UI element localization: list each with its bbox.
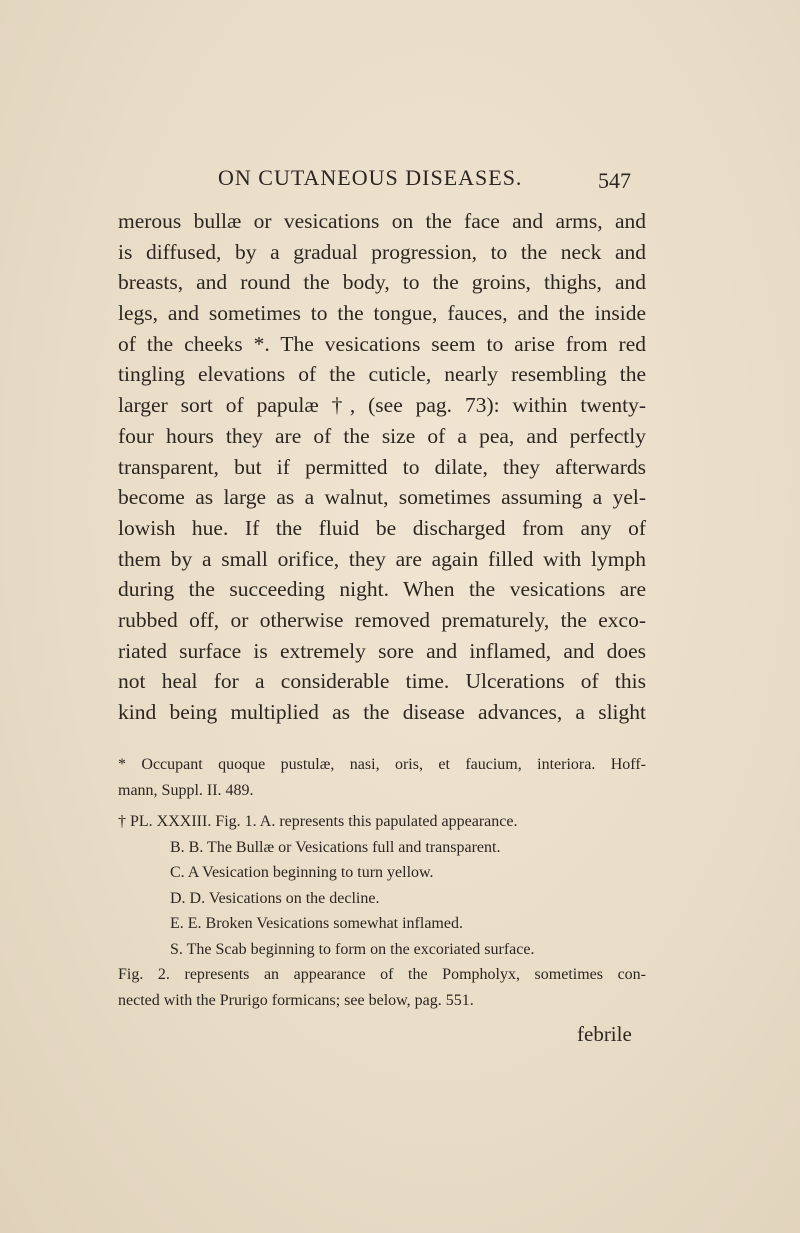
footnote-line: S. The Scab beginning to form on the excoriated surface. [170,940,535,958]
footnote-line: † PL. XXXIII. Fig. 1. A. represents this papulated appearance. [118,813,518,830]
footnote-line: C. A Vesication beginning to turn yellow. [170,864,434,881]
text-line: them by a small orifice, they are again filled with lymph [118,546,646,571]
footnote-line: * Occupant quoque pustulæ, nasi, oris, et faucium, interiora. Hoff- [118,756,646,773]
text-line: tingling elevations of the cuticle, nearly resembling the [118,362,646,387]
text-line: lowish hue. If the fluid be discharged from any of [118,515,646,540]
footnote-line: nected with the Prurigo formicans; see below, pag. 551. [118,991,474,1009]
text-line: rubbed off, or otherwise removed prematurely, the exco- [118,607,646,632]
text-line: four hours they are of the size of a pea, and perfectly [118,423,646,448]
catchword: febrile [577,1022,632,1046]
text-line: during the succeeding night. When the vesications are [118,577,646,602]
page-header [218,165,658,195]
footnote-line: Fig. 2. represents an appearance of the Pompholyx, sometimes con- [118,966,646,983]
text-line: kind being multiplied as the disease advances, a slight [118,700,646,724]
text-line: merous bullæ or vesications on the face and arms, and [118,209,646,233]
text-line: riated surface is extremely sore and inflamed, and does [118,638,646,663]
text-line: larger sort of papulæ †, (see pag. 73): within twenty- [118,393,646,418]
footnotes [118,752,646,1013]
text-line: not heal for a considerable time. Ulcerations of this [118,669,646,694]
running-head: ON CUTANEOUS DISEASES. [218,165,523,190]
text-line: is diffused, by a gradual progression, to the neck and [118,239,646,264]
text-line: transparent, but if permitted to dilate, they afterwards [118,454,646,479]
footnote-line: E. E. Broken Vesications somewhat inflamed. [170,915,463,932]
main-text [118,206,646,728]
text-line: become as large as a walnut, sometimes assuming a yel- [118,485,646,510]
page-number: 547 [598,168,631,193]
footnote-line: B. B. The Bullæ or Vesications full and transparent. [170,838,501,856]
footnote-line: mann, Suppl. II. 489. [118,781,254,799]
footnote-line: D. D. Vesications on the decline. [170,889,380,907]
text-line: of the cheeks *. The vesications seem to arise from red [118,331,646,356]
text-line: breasts, and round the body, to the groins, thighs, and [118,270,646,295]
text-line: legs, and sometimes to the tongue, fauces, and the inside [118,301,646,326]
